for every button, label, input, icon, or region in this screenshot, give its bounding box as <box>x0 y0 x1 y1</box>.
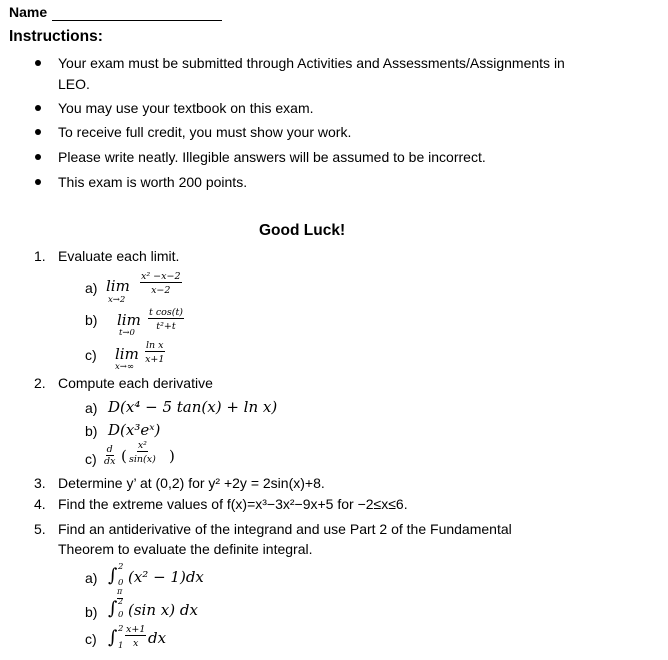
q1b-lim-under: t→0 <box>119 328 135 338</box>
q1b-fraction <box>148 308 184 332</box>
q5c-integral-sign: ∫ <box>108 627 118 648</box>
q5a-integrand: (x² − 1)dx <box>128 568 204 586</box>
good-luck: Good Luck! <box>259 222 346 239</box>
instruction-item: This exam is worth 200 points. <box>58 174 248 190</box>
q2c-numerator: x² <box>137 440 147 451</box>
q5c-fraction <box>125 625 146 649</box>
q1c-lim: lim <box>115 345 139 363</box>
q1a-lim-under: x→2 <box>108 295 126 305</box>
q1-text: Evaluate each limit. <box>58 248 180 264</box>
q5b-upper-limit-2: 2 <box>118 597 124 606</box>
q2c-denominator: sin(x) <box>129 454 156 465</box>
instruction-item: Your exam must be submitted through Activities and Assessments/Assignments in <box>58 55 565 71</box>
q5a-integral-sign: ∫ <box>108 565 118 586</box>
q5b-integrand: (sin x) dx <box>128 601 198 619</box>
q2a-expression: D(x⁴ − 5 tan(x) + ln x) <box>108 398 278 416</box>
instruction-item: LEO. <box>58 76 90 92</box>
bullet-dot <box>35 60 41 66</box>
q5b-upper-limit-pi: π <box>117 587 123 596</box>
bullet-dot <box>35 154 41 160</box>
q1b-lim: lim <box>117 311 141 329</box>
q5-text-line2: Theorem to evaluate the definite integral. <box>58 541 313 557</box>
q5-text-line1: Find an antiderivative of the integrand and use Part 2 of the Fundamental <box>58 521 512 537</box>
q5c-lower-limit: 1 <box>118 641 124 651</box>
q5a-label: a) <box>85 570 98 586</box>
q1a-denominator: x−2 <box>151 285 171 296</box>
q1b-denominator: t²+t <box>156 321 176 332</box>
q1c-lim-under: x→∞ <box>115 362 134 372</box>
q5c-label: c) <box>85 631 97 647</box>
q2b-expression: D(x³eˣ) <box>108 421 161 439</box>
q5c-numerator: x+1 <box>126 624 146 635</box>
q1a-lim: lim <box>106 277 130 295</box>
q1c-label: c) <box>85 347 97 363</box>
instructions-title: Instructions: <box>9 28 103 45</box>
q2c-label: c) <box>85 451 97 467</box>
q4-text: Find the extreme values of f(x)=x³−3x²−9x+5 for −2≤x≤6. <box>58 496 408 512</box>
q2c-right-paren: ) <box>169 447 175 465</box>
name-label: Name <box>9 4 48 20</box>
q2c-d: d <box>106 444 113 455</box>
q5c-denominator: x <box>133 638 139 649</box>
q2c-fraction <box>129 441 156 465</box>
q4-number: 4. <box>34 496 46 512</box>
q1a-label: a) <box>85 280 98 296</box>
q5a-lower-limit: 0 <box>118 578 124 588</box>
q5a-upper-limit: 2 <box>118 562 124 572</box>
q2-text: Compute each derivative <box>58 375 213 391</box>
q2c-dx: dx <box>104 456 116 467</box>
q2-number: 2. <box>34 375 46 391</box>
q5b-lower-limit: 0 <box>118 610 124 620</box>
q1c-denominator: x+1 <box>145 354 165 365</box>
q5b-integral-sign: ∫ <box>108 598 118 619</box>
bullet-dot <box>35 105 41 111</box>
q3-number: 3. <box>34 475 46 491</box>
q5c-upper-limit: 2 <box>118 624 124 634</box>
q1c-numerator: ln x <box>146 340 164 351</box>
q5c-dx: dx <box>148 629 167 647</box>
q2a-label: a) <box>85 400 98 416</box>
q1a-fraction <box>140 272 182 296</box>
instruction-item: Please write neatly. Illegible answers will be assumed to be incorrect. <box>58 149 486 165</box>
q5-number: 5. <box>34 521 46 537</box>
q2c-left-paren: ( <box>121 447 127 465</box>
q2b-label: b) <box>85 423 98 439</box>
q1b-label: b) <box>85 312 98 328</box>
q5b-label: b) <box>85 604 98 620</box>
bullet-dot <box>35 179 41 185</box>
q1a-numerator: x² −x−2 <box>141 271 181 282</box>
q1b-numerator: t cos(t) <box>149 307 183 318</box>
q1-number: 1. <box>34 248 46 264</box>
name-blank-line <box>52 20 222 21</box>
q2c-d-dx <box>104 445 115 467</box>
bullet-dot <box>35 129 41 135</box>
q1c-fraction <box>145 341 165 365</box>
q3-text: Determine y’ at (0,2) for y² +2y = 2sin(x)+8. <box>58 475 325 491</box>
instruction-item: To receive full credit, you must show your work. <box>58 124 352 140</box>
instruction-item: You may use your textbook on this exam. <box>58 100 314 116</box>
